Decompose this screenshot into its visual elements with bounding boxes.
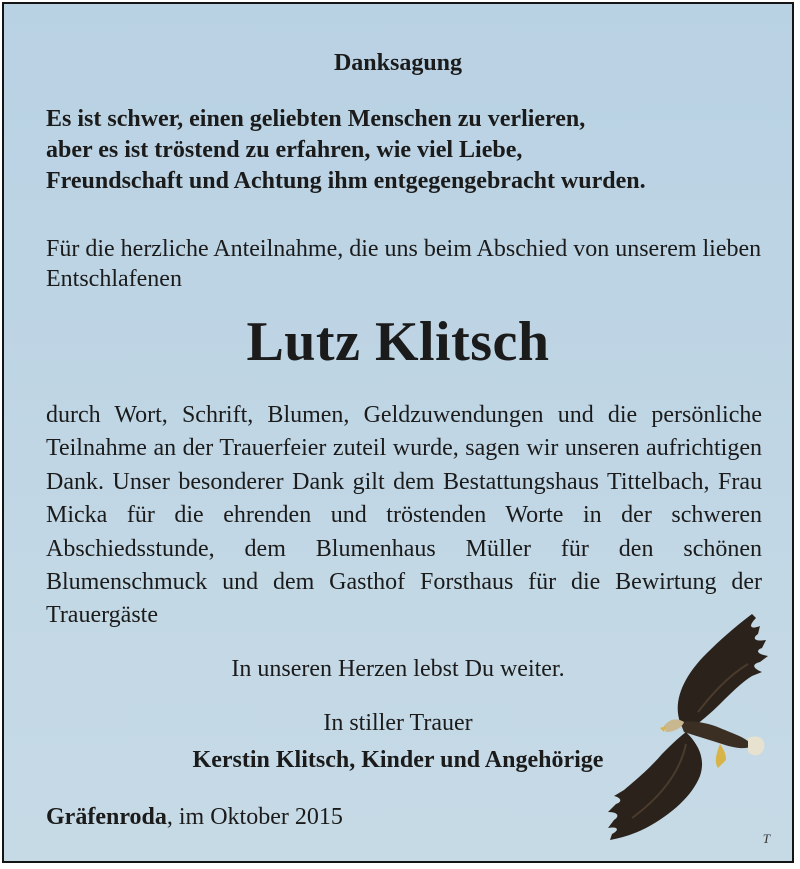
body-text: durch Wort, Schrift, Blumen, Geldzuwendungen und die persönliche Teilnahme an der Trauerfeier zuteil wurde, sagen wir unseren aufrichtigen Dank. Unser besonderer Dank gilt dem Bestattungshaus Tittelbach, Frau Micka für die ehrenden und tröstenden Worte in der schweren Abschiedsstunde, dem Blumenhaus Müller für den schönen Blumenschmuck und dem Gasthof Forsthaus für die Bewirtung der Trauergäste bbox=[46, 402, 762, 629]
heading: Danksagung bbox=[333, 50, 463, 76]
publisher-mark: T bbox=[762, 831, 770, 846]
intro-text: Für die herzliche Anteilnahme, die uns beim Abschied von unserem lieben Entschlafenen bbox=[46, 236, 762, 292]
date-text: , im Oktober 2015 bbox=[166, 804, 343, 830]
family-signature: Kerstin Klitsch, Kinder und Angehörige bbox=[192, 747, 604, 773]
deceased-name: Lutz Klitsch bbox=[246, 311, 550, 373]
closing-line: In unseren Herzen lebst Du weiter. bbox=[231, 656, 565, 682]
obituary-card bbox=[2, 2, 794, 863]
mourning-line: In stiller Trauer bbox=[323, 710, 473, 736]
lead-line-2: aber es ist tröstend zu erfahren, wie viel Liebe, bbox=[46, 137, 523, 163]
lead-line-1: Es ist schwer, einen geliebten Menschen zu verlieren, bbox=[46, 106, 586, 132]
eagle-icon bbox=[602, 604, 772, 844]
place-name: Gräfenroda bbox=[46, 804, 167, 830]
lead-line-3: Freundschaft und Achtung ihm entgegengebracht wurden. bbox=[46, 168, 646, 194]
lead-quote bbox=[46, 104, 762, 197]
